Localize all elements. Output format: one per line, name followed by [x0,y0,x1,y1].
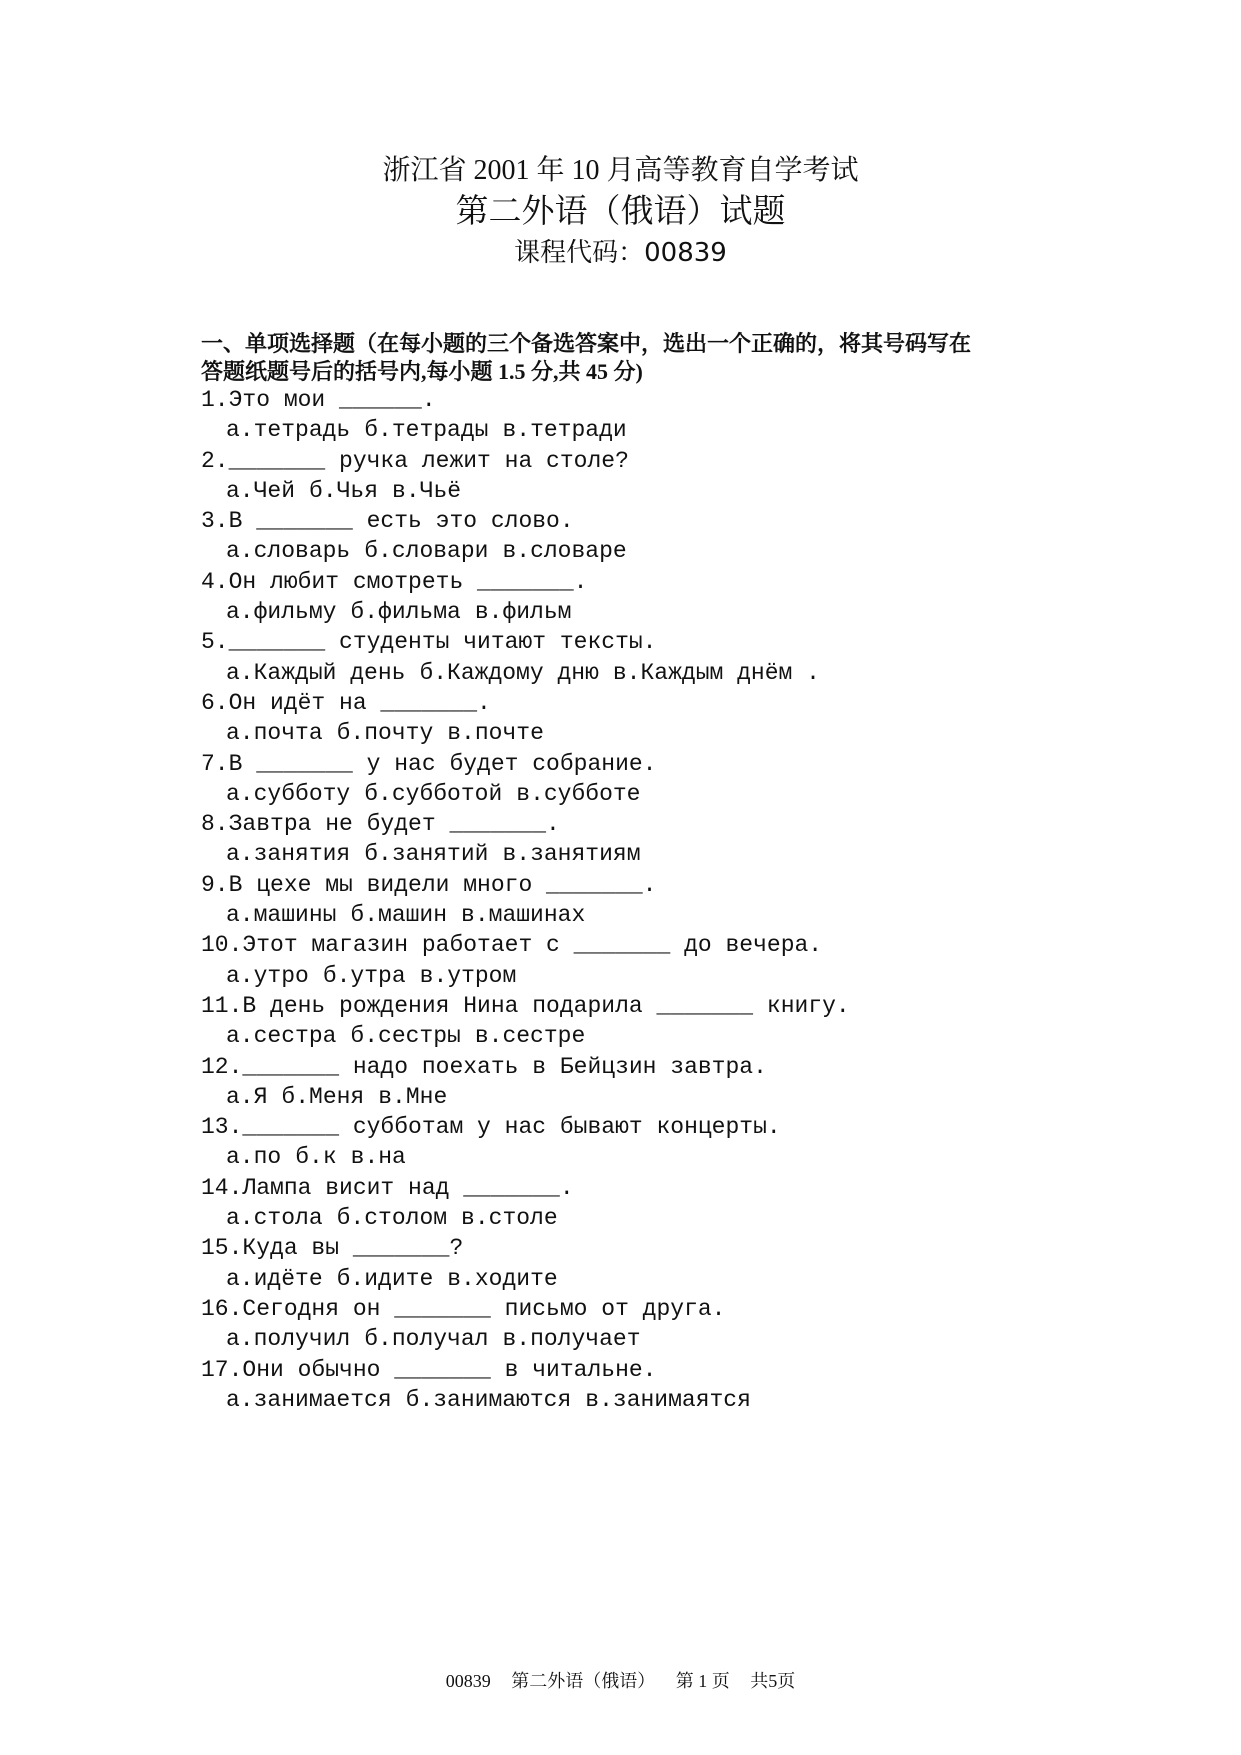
question-options [201,1021,1161,1051]
question-list [201,385,1161,1415]
option-b: б.Каждому дню [419,659,599,686]
question-options [201,1324,1161,1354]
option-b: б.утра [322,962,406,989]
question-item [201,627,1161,688]
question-item [201,749,1161,810]
section-heading-line2: 答题纸题号后的括号内,每小题 1.5 分,共 45 分) [201,359,643,384]
question-options [201,658,1161,688]
option-a: а.Чей [226,477,296,504]
question-options [201,1082,1161,1112]
option-c: в.ходите [447,1265,558,1292]
question-options [201,779,1161,809]
question-item [201,1112,1161,1173]
question-stem: 16.Сегодня он _______ письмо от друга. [201,1295,726,1322]
option-c: в.на [350,1144,406,1171]
question-item [201,1233,1161,1294]
option-a: а.Каждый день [226,659,406,686]
question-stem: 5._______ студенты читают тексты. [201,629,657,656]
option-c: в.Мне [378,1083,448,1110]
option-c: в.словаре [502,538,627,565]
question-options [201,1385,1161,1415]
option-b: б.фильма [350,599,461,626]
question-item [201,1052,1161,1113]
question-stem: 2._______ ручка лежит на столе? [201,447,629,474]
footer-course-code: 00839 [445,1671,491,1691]
question-item [201,688,1161,749]
question-options [201,536,1161,566]
option-b: б.занятий [364,841,489,868]
question-stem: 15.Куда вы _______? [201,1235,464,1262]
question-item [201,870,1161,931]
question-item [201,506,1161,567]
section-heading [201,330,1181,386]
option-a: а.почта [226,720,323,747]
question-stem: 3.В _______ есть это слово. [201,508,574,535]
question-stem: 8.Завтра не будет _______. [201,811,560,838]
footer-page-total: 共5页 [750,1671,796,1691]
option-b: б.Меня [281,1083,365,1110]
paper-title: 第二外语（俄语）试题 [455,194,786,230]
option-c: в.фильм [474,599,572,626]
option-b: б.получал [364,1326,489,1353]
question-stem: 9.В цехе мы видели много _______. [201,871,657,898]
course-code: 课程代码：00839 [514,238,727,268]
option-a: а.занятия [226,841,351,868]
option-a: а.занимается [226,1386,392,1413]
option-b: б.идите [336,1265,434,1292]
option-c: в.тетради [502,417,627,444]
option-c: в.утром [419,962,517,989]
question-stem: 1.Это мои ______. [201,387,436,413]
question-item [201,567,1161,628]
question-options [201,1203,1161,1233]
question-stem: 10.Этот магазин работает с _______ до вечера. [201,932,823,959]
question-options [201,718,1161,748]
option-c: в.машинах [461,902,586,929]
question-item [201,1173,1161,1234]
option-b: б.субботой [364,780,503,807]
option-a: а.идёте [226,1265,323,1292]
option-c: в.занятиям [502,841,641,868]
option-c: в.субботе [516,780,641,807]
option-a: а.тетрадь [226,417,351,444]
question-stem: 14.Лампа висит над _______. [201,1174,574,1201]
question-stem: 12._______ надо поехать в Бейцзин завтра. [201,1053,767,1080]
exam-title: 浙江省 2001 年 10 月高等教育自学考试 [382,155,859,186]
option-a: а.словарь [226,538,351,565]
question-stem: 4.Он любит смотреть _______. [201,568,588,595]
footer-page-number: 第 1 页 [675,1671,730,1691]
option-a: а.стола [226,1205,323,1232]
question-stem: 7.В _______ у нас будет собрание. [201,750,657,777]
option-b: б.тетрады [364,417,489,444]
option-c: в.сестре [474,1023,586,1050]
option-a: а.фильму [226,599,337,626]
question-options [201,415,1161,445]
option-b: б.сестры [350,1023,461,1050]
question-stem: 13._______ субботам у нас бывают концерты. [201,1114,781,1141]
option-a: а.утро [226,962,309,989]
page-footer [0,1670,1241,1692]
option-a: а.получил [226,1326,351,1353]
question-item [201,1294,1161,1355]
option-c: в.получает [502,1326,641,1353]
question-options [201,1264,1161,1294]
question-item [201,809,1161,870]
option-a: а.машины [226,902,337,929]
question-options [201,900,1161,930]
option-a: а.субботу [226,780,351,807]
question-item [201,991,1161,1052]
option-a: а.сестра [226,1023,337,1050]
question-options [201,1142,1161,1172]
question-item [201,930,1161,991]
option-b: б.словари [364,538,489,565]
question-options [201,961,1161,991]
option-b: б.занимаются [405,1386,572,1413]
option-a: а.Я [226,1083,268,1110]
option-c: в.Каждым днём . [612,659,820,686]
question-options [201,597,1161,627]
question-stem: 11.В день рождения Нина подарила _______ книгу. [201,992,850,1019]
question-options [201,476,1161,506]
option-c: в.почте [447,720,544,747]
option-c: в.столе [461,1205,558,1232]
option-b: б.столом [336,1205,448,1232]
option-c: в.занимаятся [585,1386,751,1413]
option-b: б.почту [336,720,434,747]
question-stem: 17.Они обычно _______ в читальне. [201,1356,657,1383]
question-item [201,385,1161,446]
question-options [201,839,1161,869]
question-item [201,446,1161,507]
footer-subject: 第二外语（俄语） [511,1671,656,1691]
option-c: в.Чьё [392,477,462,504]
option-b: б.машин [350,902,448,929]
question-item [201,1355,1161,1416]
section-heading-line1: 一、单项选择题（在每小题的三个备选答案中，选出一个正确的，将其号码写在 [201,331,972,356]
question-stem: 6.Он идёт на _______. [201,689,491,716]
option-a: а.по [226,1144,282,1171]
option-b: б.Чья [309,477,379,504]
option-b: б.к [295,1144,337,1171]
